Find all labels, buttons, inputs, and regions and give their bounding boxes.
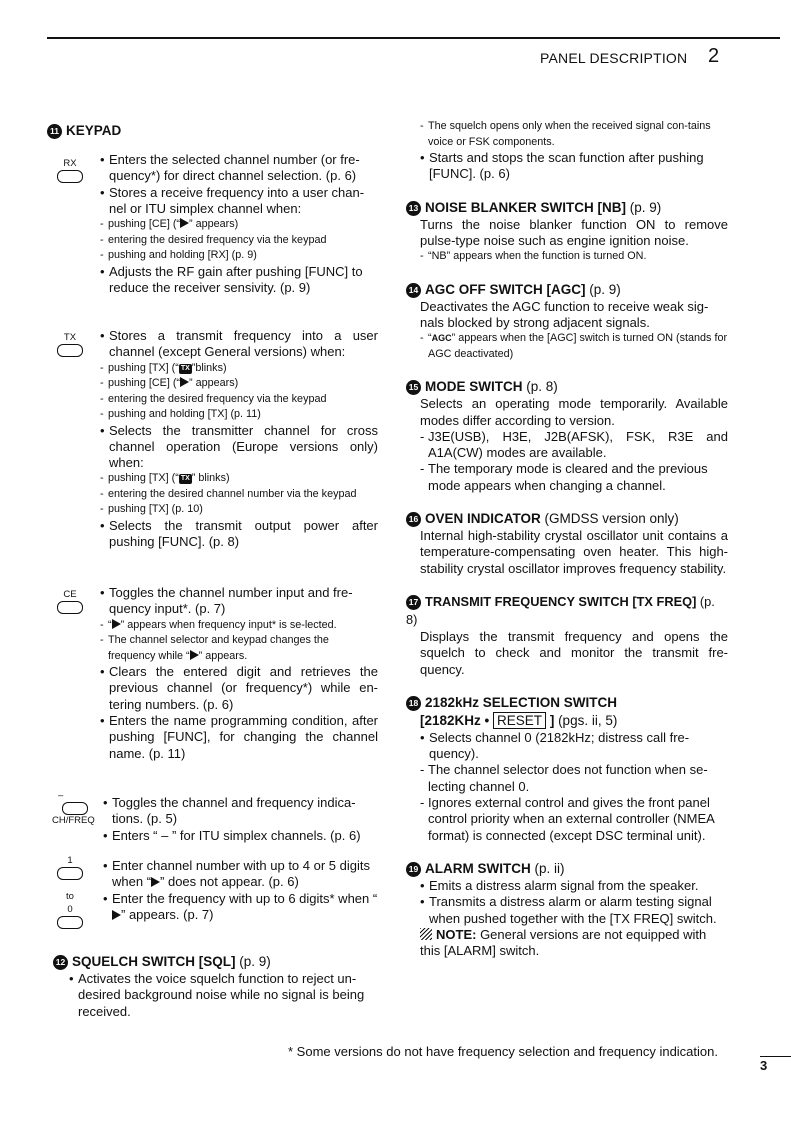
- squelch-note: - The squelch opens only when the received signal con-tains voice or FSK components.: [420, 119, 728, 150]
- reset-label: RESET: [493, 712, 546, 729]
- bottom-rule: [760, 1056, 791, 1057]
- footnote: * Some versions do not have frequency selection and frequency indication.: [288, 1044, 718, 1059]
- nb-heading: 13 NOISE BLANKER SWITCH [NB] (p. 9): [406, 199, 728, 217]
- top-rule: [47, 37, 780, 39]
- digit-1-key-icon: 1: [56, 855, 84, 880]
- item-number-badge: 11: [47, 124, 62, 139]
- triangle-icon: [190, 650, 199, 660]
- keypad-title: [47, 122, 387, 140]
- tx-indicator-icon: TX: [180, 475, 190, 483]
- page-number: 3: [760, 1058, 768, 1073]
- tx-indicator-icon: TX: [180, 364, 190, 372]
- to-label: to: [66, 891, 74, 902]
- ce-description: • Toggles the channel number input and fre-quency input*. (p. 7) - “ ” appears when frequency input* is se-lected. - The channel selector and keypad changes the frequency while “ ” appears. • Clears the entered digit and retrieves the previous channel (or frequency*) while en-tering numbers. (p. 6) • Enters the name programming condition, after pushing [FUNC], for changing the channel name. (p. 11): [100, 585, 378, 762]
- chapter-number: 2: [708, 45, 720, 67]
- triangle-icon: [151, 877, 160, 887]
- digit-keys-description: • Enter channel number with up to 4 or 5 digits when “ ” does not appear. (p. 6) • Enter the frequency with up to 6 digits* when “” appears. (p. 7): [103, 858, 381, 923]
- keypad-heading: KEYPAD: [66, 123, 122, 138]
- mode-heading: 15 MODE SWITCH (p. 8): [406, 378, 728, 396]
- ch-freq-key-icon: – CH/FREQ: [52, 790, 95, 826]
- ch-freq-description: • Toggles the channel and frequency indica-tions. (p. 5) • Enters “ – ” for ITU simplex channels. (p. 6): [103, 795, 378, 844]
- alarm-note: NOTE: General versions are not equipped with this [ALARM] switch.: [420, 926, 707, 959]
- scan-bullet: • Starts and stops the scan function after pushing [FUNC]. (p. 6): [420, 150, 728, 183]
- triangle-icon: [112, 910, 121, 920]
- note-icon: [420, 928, 432, 940]
- squelch-section: 12 SQUELCH SWITCH [SQL] (p. 9) • Activates the voice squelch function to reject un-desired background noise while no signal is being received.: [53, 953, 383, 1020]
- rx-key-icon: RX: [56, 158, 84, 183]
- tx-description: • Stores a transmit frequency into a user channel (except General versions) when: - pushing [TX] (“ TX ”blinks) - pushing [CE] (“ ” appears) - entering the desired frequency via the keypad - pushing and holding [TX] (p. 11) • Selects the transmitter channel for cross channel operation (Europe versions only) when: - pushing [TX] (“ TX ” blinks) - entering the desired channel number via the keypad - pushing [TX] (p. 10) • Selects the transmit output power after pushing [FUNC]. (p. 8): [100, 328, 378, 551]
- digit-0-key-icon: 0: [56, 904, 84, 929]
- ce-key-icon: CE: [56, 589, 84, 614]
- item-number-badge: 12: [53, 955, 68, 970]
- section-header: PANEL DESCRIPTION: [540, 50, 688, 66]
- tx-freq-heading: 17 TRANSMIT FREQUENCY SWITCH [TX FREQ] (p. 8): [406, 593, 715, 627]
- agc-heading: 14 AGC OFF SWITCH [AGC] (p. 9): [406, 281, 728, 299]
- right-column: - The squelch opens only when the received signal con-tains voice or FSK components. • Starts and stops the scan function after pushing [FUNC]. (p. 6) 13 NOISE BLANKER SWITCH [NB] (p. 9) Turns the noise blanker function ON to remove pulse-type noise such as engine ignition noise. - “NB” appears when the function is turned ON. 14 AGC OFF SWITCH [AGC] (p. 9) Deactivates the AGC function to receive weak sig-nals blocked by strong adjacent signals. - “AGC” appears when the [AGC] switch is turned ON (stands for AGC deactivated) 15 MODE SWITCH (p. 8) Selects an operating mode temporarily. Available modes differ according to version. - J3E(USB), H3E, J2B(AFSK), FSK, R3E and A1A(CW) modes are available. - The temporary mode is cleared and the previous mode appears when changing a channel. 16 OVEN INDICATOR (GMDSS version only) Internal high-stability crystal oscillator unit contains a temperature-compensating oven heater. This high-stability crystal oscillator improves frequency stability. 17 TRANSMIT FREQUENCY SWITCH [TX FREQ] (p. 8) Displays the transmit frequency and opens the squelch to check and monitor the transmit fre-quency. 18 2182kHz SELECTION SWITCH [2182KHz • RESET ] (pgs. ii, 5) • Selects channel 0 (2182kHz; distress call fre-quency). - The channel selector does not function when se-lecting channel 0. - Ignores external control and gives the front panel control priority when an external controller (NMEA format) is connected (except DSC terminal unit). 19 ALARM SWITCH (p. ii) • Emits a distress alarm signal from the speaker. • Transmits a distress alarm or alarm testing signal when pushed together with the [TX FREQ] switch. NOTE: General versions are not equipped with this [ALARM] switch.: [420, 119, 728, 959]
- sel-2182-heading: 18 2182kHz SELECTION SWITCH: [406, 694, 728, 712]
- triangle-icon: [180, 218, 189, 228]
- triangle-icon: [112, 619, 121, 629]
- triangle-icon: [180, 377, 189, 387]
- rx-description: • Enters the selected channel number (or fre-quency*) for direct channel selection. (p. 6) • Stores a receive frequency into a user chan-nel or ITU simplex channel when: - pushing [CE] (“ ” appears) - entering the desired frequency via the keypad - pushing and holding [RX] (p. 9) • Adjusts the RF gain after pushing [FUNC] to reduce the receiver sensivity. (p. 9): [100, 152, 380, 296]
- tx-key-icon: TX: [56, 332, 84, 357]
- alarm-heading: 19 ALARM SWITCH (p. ii): [406, 860, 728, 878]
- oven-heading: 16 OVEN INDICATOR (GMDSS version only): [406, 510, 728, 528]
